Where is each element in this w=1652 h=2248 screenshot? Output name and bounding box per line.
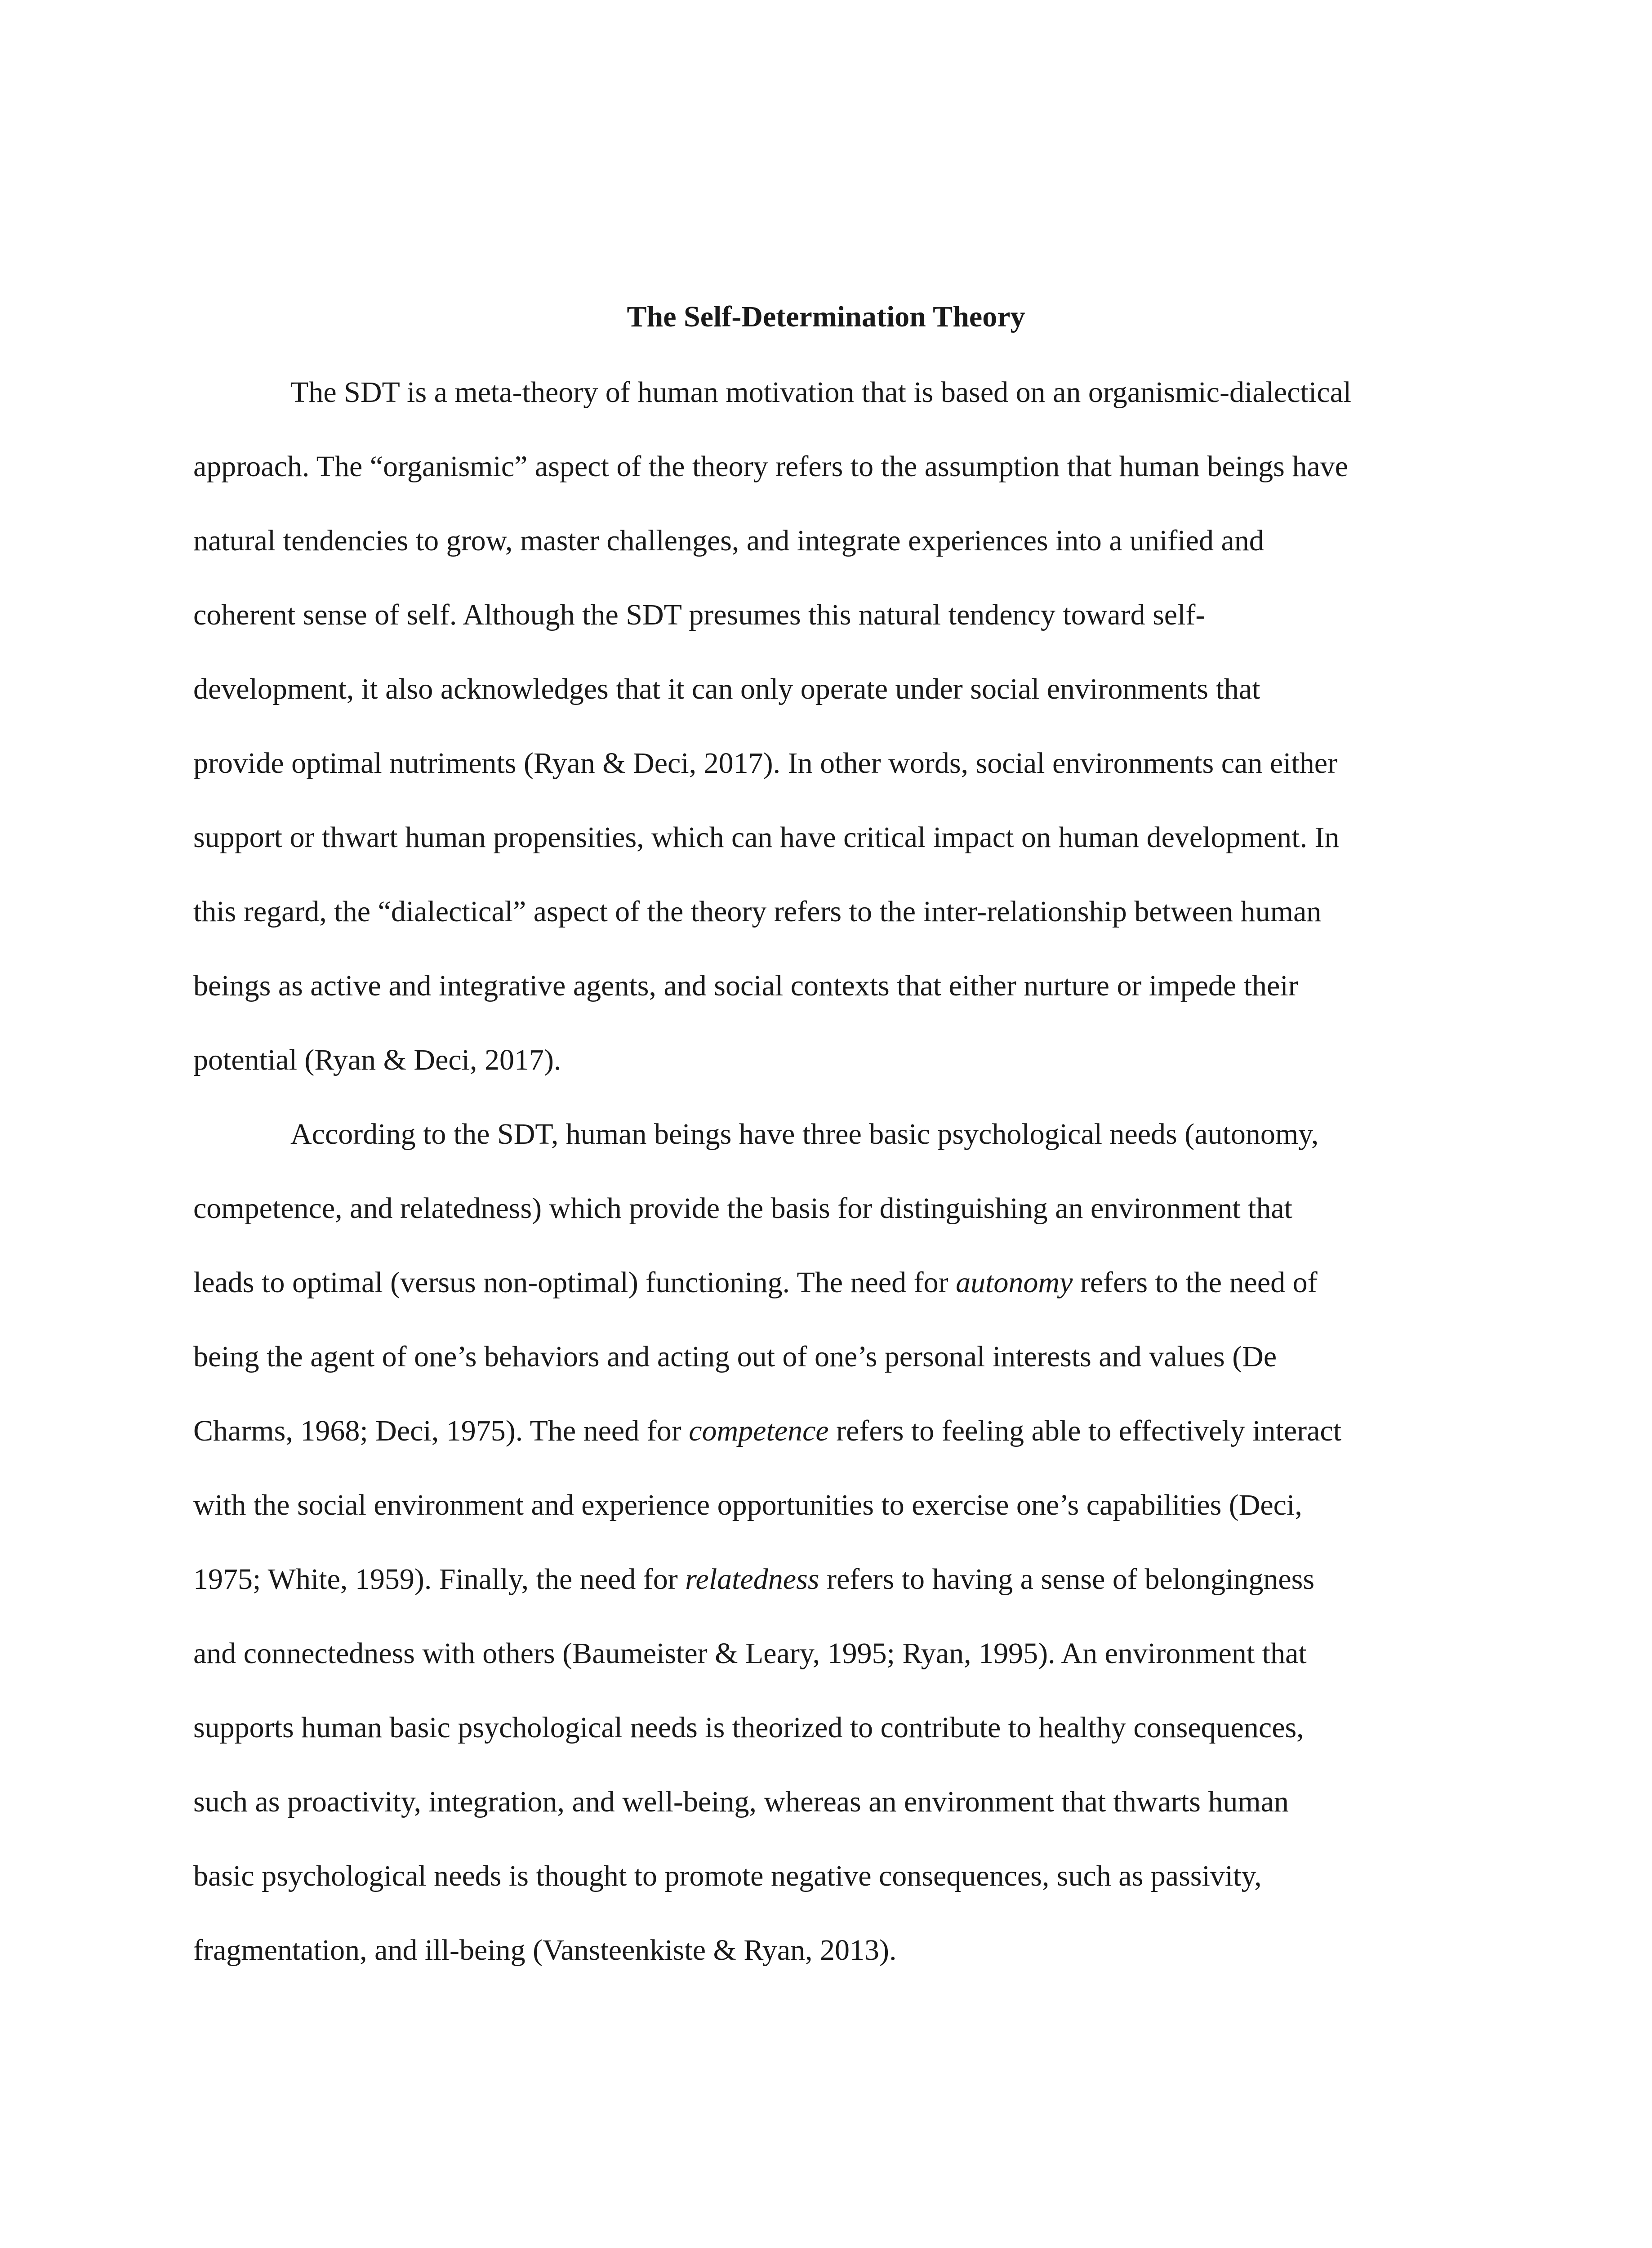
text-line: such as proactivity, integration, and well-being, whereas an environment that thwarts human: [193, 1785, 1289, 1818]
text-fragment: refers to having a sense of belongingness: [819, 1563, 1315, 1596]
text-line: with the social environment and experience opportunities to exercise one’s capabilities (Deci,: [193, 1489, 1302, 1521]
text-fragment: refers to feeling able to effectively interact: [828, 1414, 1342, 1447]
text-line: this regard, the “dialectical” aspect of the theory refers to the inter-relationship between human: [193, 895, 1322, 928]
term-autonomy: autonomy: [956, 1266, 1073, 1299]
text-fragment: leads to optimal (versus non-optimal) functioning. The need for: [193, 1266, 956, 1299]
term-competence: competence: [689, 1414, 829, 1447]
paragraph-2: [193, 1097, 1452, 1987]
term-relatedness: relatedness: [685, 1563, 819, 1596]
text-line: and connectedness with others (Baumeister & Leary, 1995; Ryan, 1995). An environment that: [193, 1637, 1307, 1670]
paragraph-1: [193, 355, 1452, 1097]
text-line: coherent sense of self. Although the SDT presumes this natural tendency toward self-: [193, 598, 1206, 631]
page-title: The Self-Determination Theory: [627, 300, 1025, 333]
text-line: basic psychological needs is thought to promote negative consequences, such as passivity,: [193, 1860, 1262, 1892]
text-line: natural tendencies to grow, master challenges, and integrate experiences into a unified and: [193, 524, 1264, 557]
text-line: [193, 1542, 1452, 1616]
text-fragment: 1975; White, 1959). Finally, the need for: [193, 1563, 686, 1596]
text-line: supports human basic psychological needs is theorized to contribute to healthy consequences,: [193, 1711, 1304, 1744]
text-line: [193, 1245, 1452, 1320]
text-line: provide optimal nutriments (Ryan & Deci, 2017). In other words, social environments can either: [193, 747, 1338, 780]
text-fragment: refers to the need of: [1073, 1266, 1318, 1299]
text-line: competence, and relatedness) which provide the basis for distinguishing an environment that: [193, 1192, 1292, 1225]
text-line: development, it also acknowledges that it can only operate under social environments that: [193, 673, 1260, 705]
text-fragment: Charms, 1968; Deci, 1975). The need for: [193, 1414, 689, 1447]
text-line: potential (Ryan & Deci, 2017).: [193, 1044, 561, 1076]
text-line: fragmentation, and ill-being (Vansteenkiste & Ryan, 2013).: [193, 1934, 897, 1967]
text-line: The SDT is a meta-theory of human motivation that is based on an organismic-dialectical: [290, 376, 1352, 409]
text-line: beings as active and integrative agents, and social contexts that either nurture or impede their: [193, 969, 1298, 1002]
text-line: approach. The “organismic” aspect of the theory refers to the assumption that human beings have: [193, 450, 1348, 483]
text-line: [193, 1394, 1452, 1468]
text-line: being the agent of one’s behaviors and acting out of one’s personal interests and values (De: [193, 1340, 1277, 1373]
text-line: According to the SDT, human beings have three basic psychological needs (autonomy,: [290, 1118, 1319, 1151]
text-line: support or thwart human propensities, which can have critical impact on human development. In: [193, 821, 1340, 854]
